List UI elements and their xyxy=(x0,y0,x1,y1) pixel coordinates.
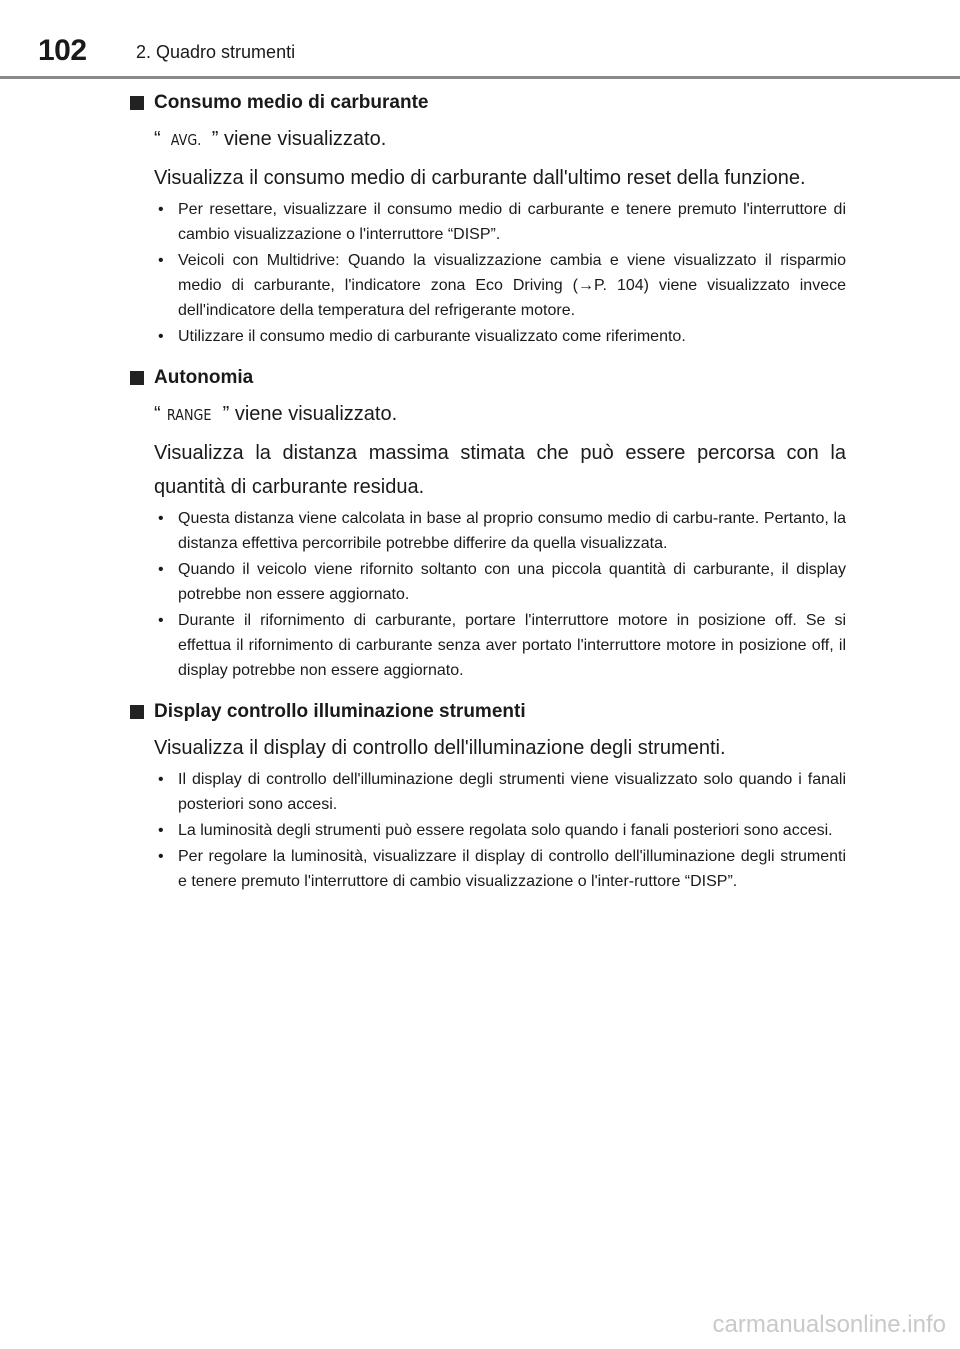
list-item: • Per regolare la luminosità, visualizzare il display di controllo dell'illuminazione degli strumenti e tenere premuto l'interruttore di cambio visualizzazione o l'inter-ruttore “DISP”. xyxy=(178,844,846,894)
list-item: • Utilizzare il consumo medio di carburante visualizzato come riferimento. xyxy=(178,324,846,349)
list-item: • La luminosità degli strumenti può essere regolata solo quando i fanali posteriori sono accesi. xyxy=(178,818,846,843)
quote-open: “ xyxy=(154,403,161,425)
section-heading xyxy=(130,697,846,727)
chapter-title: 2. Quadro strumenti xyxy=(136,42,296,62)
page-content xyxy=(130,88,846,908)
display-suffix: ” viene visualizzato. xyxy=(211,128,387,150)
section-title: Consumo medio di carburante xyxy=(154,92,429,113)
square-bullet-icon xyxy=(130,96,144,110)
lcd-label: AVG. xyxy=(170,131,202,149)
section-title: Autonomia xyxy=(154,367,254,388)
section-average-fuel-consumption xyxy=(130,88,846,349)
section-description: Visualizza la distanza massima stimata che può essere percorsa con la quantità di carburante residua. xyxy=(154,442,846,498)
section-title: Display controllo illuminazione strumenti xyxy=(154,701,526,722)
square-bullet-icon xyxy=(130,371,144,385)
page-number: 102 xyxy=(38,34,87,67)
section-heading xyxy=(130,363,846,393)
display-indicator-line xyxy=(130,397,846,432)
list-item: • Durante il rifornimento di carburante, portare l'interruttore motore in posizione off. Se si effettua il rifornimento di carburante senza aver portato l'interruttore motore in posizione off, il display potrebbe non essere aggiornato. xyxy=(178,608,846,683)
square-bullet-icon xyxy=(130,705,144,719)
notes-list xyxy=(130,197,846,349)
notes-list xyxy=(130,506,846,683)
section-description: Visualizza il display di controllo dell'illuminazione degli strumenti. xyxy=(154,737,726,759)
watermark: carmanualsonline.info xyxy=(712,1311,946,1338)
list-item: • Quando il veicolo viene rifornito soltanto con una piccola quantità di carburante, il display potrebbe non essere aggiornato. xyxy=(178,557,846,607)
display-suffix: ” viene visualizzato. xyxy=(222,403,398,425)
list-item: • Veicoli con Multidrive: Quando la visualizzazione cambia e viene visualizzato il risparmio medio di carburante, l'indicatore zona Eco Driving (→P. 104) viene visualizzato invece dell'indicatore della temperatura del refrigerante motore. xyxy=(178,248,846,323)
quote-open: “ xyxy=(154,128,161,150)
notes-list xyxy=(130,767,846,894)
display-indicator-line xyxy=(130,122,846,157)
section-range xyxy=(130,363,846,683)
section-illumination-control xyxy=(130,697,846,894)
section-description: Visualizza il consumo medio di carburante dall'ultimo reset della funzione. xyxy=(154,167,806,189)
list-item: • Il display di controllo dell'illuminazione degli strumenti viene visualizzato solo quando i fanali posteriori sono accesi. xyxy=(178,767,846,817)
list-item: • Questa distanza viene calcolata in base al proprio consumo medio di carbu-rante. Pertanto, la distanza effettiva percorribile potrebbe differire da quella visualizzata. xyxy=(178,506,846,556)
lcd-label: RANGE xyxy=(166,406,212,424)
page-header xyxy=(0,0,960,80)
section-heading xyxy=(130,88,846,118)
list-item: • Per resettare, visualizzare il consumo medio di carburante e tenere premuto l'interruttore di cambio visualizzazione o l'interruttore “DISP”. xyxy=(178,197,846,247)
header-divider xyxy=(0,76,960,79)
